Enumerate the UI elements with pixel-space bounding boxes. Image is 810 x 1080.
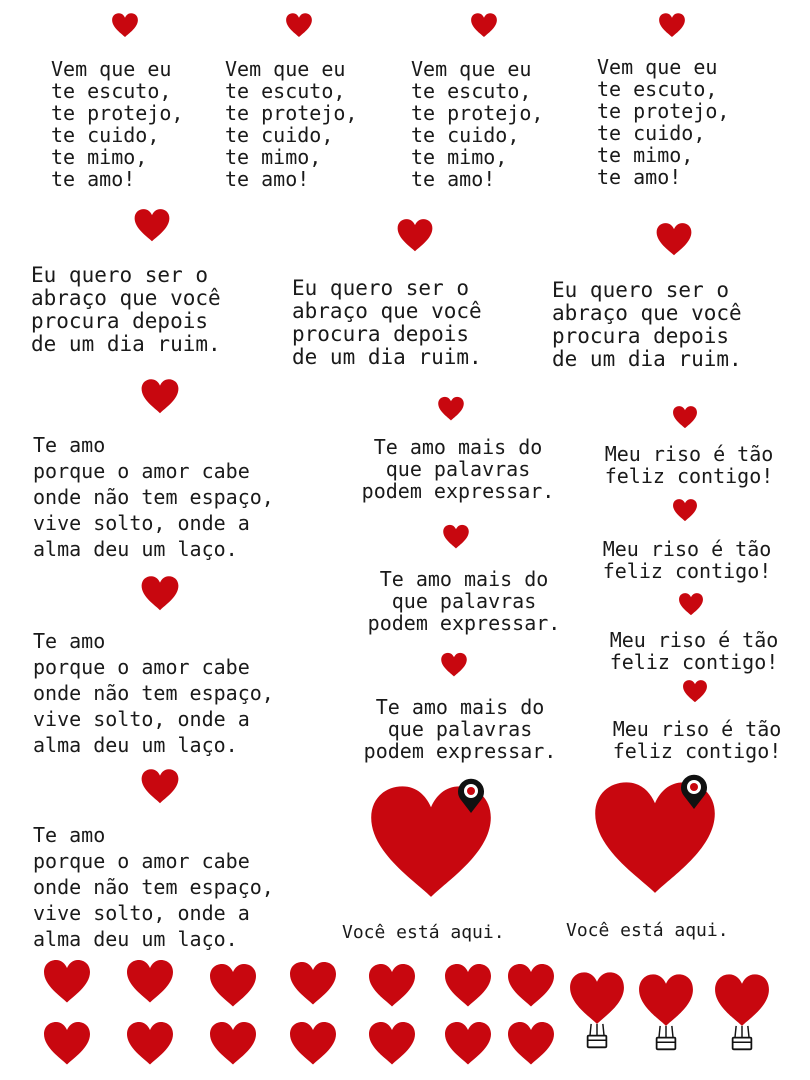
poem-riso: Meu riso é tão feliz contigo! (604, 442, 774, 488)
heart-icon (367, 962, 417, 1008)
heart-icon (672, 405, 698, 429)
heart-icon (470, 12, 498, 38)
heart-icon (125, 958, 175, 1004)
heart-icon (443, 962, 493, 1008)
heart-icon (440, 652, 468, 677)
heart-icon (288, 1020, 338, 1066)
heart-icon (682, 679, 708, 703)
poem-mais: Te amo mais do que palavras podem expressar. (367, 567, 561, 635)
heart-icon (208, 962, 258, 1008)
location-caption: Você está aqui. (566, 920, 729, 941)
poem-riso: Meu riso é tão feliz contigo! (609, 628, 779, 674)
heart-balloon-icon (565, 970, 629, 1052)
poem-laco: Te amo porque o amor cabe onde não tem espaço, vive solto, onde a alma deu um laço. (33, 823, 274, 951)
heart-icon (437, 396, 465, 421)
poem-abraco: Eu quero ser o abraço que você procura depois de um dia ruim. (292, 276, 482, 369)
poem-riso: Meu riso é tão feliz contigo! (602, 537, 772, 583)
heart-icon (506, 1020, 556, 1066)
poem-escuto: Vem que eu te escuto, te protejo, te cuido, te mimo, te amo! (597, 55, 730, 189)
poem-laco: Te amo porque o amor cabe onde não tem espaço, vive solto, onde a alma deu um laço. (33, 629, 274, 757)
poem-laco: Te amo porque o amor cabe onde não tem espaço, vive solto, onde a alma deu um laço. (33, 433, 274, 561)
location-pin-icon (453, 774, 489, 814)
heart-icon (396, 218, 434, 252)
heart-icon (111, 12, 139, 38)
poem-mais: Te amo mais do que palavras podem expressar. (361, 435, 555, 503)
poem-escuto: Vem que eu te escuto, te protejo, te cuido, te mimo, te amo! (51, 57, 184, 191)
heart-icon (506, 962, 556, 1008)
poem-abraco: Eu quero ser o abraço que você procura depois de um dia ruim. (31, 263, 221, 356)
heart-icon (133, 208, 171, 242)
poem-riso: Meu riso é tão feliz contigo! (612, 717, 782, 763)
location-pin-icon (676, 770, 712, 810)
heart-icon (367, 1020, 417, 1066)
heart-icon (672, 498, 698, 522)
poem-abraco: Eu quero ser o abraço que você procura depois de um dia ruim. (552, 278, 742, 371)
heart-icon (288, 960, 338, 1006)
heart-icon (42, 1020, 92, 1066)
heart-icon (443, 1020, 493, 1066)
heart-icon (678, 592, 704, 616)
heart-icon (442, 524, 470, 549)
heart-icon (208, 1020, 258, 1066)
location-caption: Você está aqui. (342, 922, 505, 943)
heart-icon (140, 575, 180, 611)
heart-icon (140, 378, 180, 414)
heart-icon (125, 1020, 175, 1066)
heart-balloon-icon (710, 972, 774, 1054)
heart-icon (655, 222, 693, 256)
heart-icon (285, 12, 313, 38)
heart-icon (658, 12, 686, 38)
heart-icon (42, 958, 92, 1004)
heart-icon (140, 768, 180, 804)
heart-balloon-icon (634, 972, 698, 1054)
poem-escuto: Vem que eu te escuto, te protejo, te cuido, te mimo, te amo! (225, 57, 358, 191)
poem-mais: Te amo mais do que palavras podem expressar. (363, 695, 557, 763)
poem-escuto: Vem que eu te escuto, te protejo, te cuido, te mimo, te amo! (411, 57, 544, 191)
